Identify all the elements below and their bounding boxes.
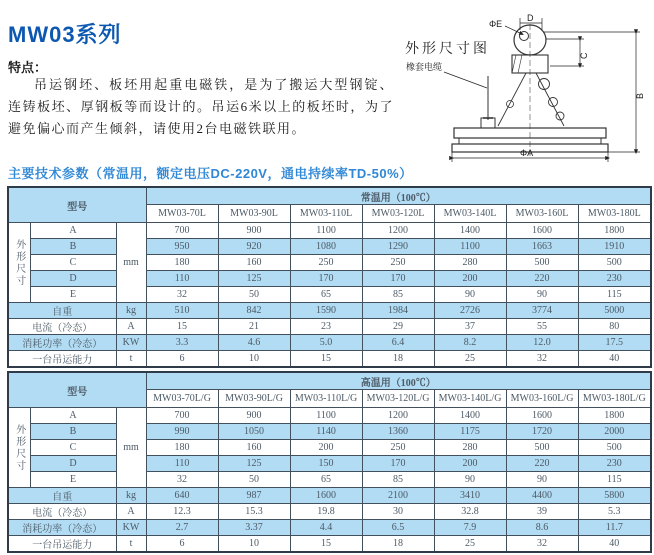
value-cell: 5.3 (578, 504, 651, 520)
model-name: MW03-110L (290, 205, 362, 223)
features-paragraph: 吊运钢坯、板坯用起重电磁铁，是为了搬运大型钢锭、连铸板坯、厚钢板等而设计的。吊运6米以上的板坯时，为了避免偏心而产生倾斜，请使用2台电磁铁联用。 (8, 77, 394, 136)
model-name: MW03-120L (362, 205, 434, 223)
spec-unit: A (116, 504, 146, 520)
value-cell: 12.3 (146, 504, 218, 520)
value-cell: 1050 (218, 424, 290, 440)
dim-label-d: D (527, 13, 534, 23)
spec-unit: kg (116, 488, 146, 504)
value-cell: 110 (146, 271, 218, 287)
model-name: MW03-140L/G (434, 390, 506, 408)
value-cell: 200 (434, 456, 506, 472)
value-cell: 150 (290, 456, 362, 472)
value-cell: 1910 (578, 239, 651, 255)
value-cell: 6.5 (362, 520, 434, 536)
value-cell: 10 (218, 536, 290, 553)
value-cell: 6 (146, 536, 218, 553)
value-cell: 90 (506, 472, 578, 488)
value-cell: 230 (578, 271, 651, 287)
spec-table-high-temp (7, 371, 652, 553)
value-cell: 29 (362, 319, 434, 335)
dim-group-label: 外形尺寸 (8, 223, 30, 303)
value-cell: 50 (218, 287, 290, 303)
value-cell: 900 (218, 408, 290, 424)
value-cell: 1400 (434, 223, 506, 239)
value-cell: 4.6 (218, 335, 290, 351)
value-cell: 110 (146, 456, 218, 472)
value-cell: 21 (218, 319, 290, 335)
value-cell: 4.4 (290, 520, 362, 536)
value-cell: 8.2 (434, 335, 506, 351)
value-cell: 920 (218, 239, 290, 255)
model-name: MW03-90L (218, 205, 290, 223)
dim-label-b: B (635, 92, 645, 99)
spec-row-label: 自重 (8, 488, 116, 504)
spec-unit: KW (116, 520, 146, 536)
value-cell: 1400 (434, 408, 506, 424)
dim-label-phi-e: ΦE (489, 19, 503, 29)
features-label: 特点： (8, 60, 48, 75)
value-cell: 900 (218, 223, 290, 239)
value-cell: 40 (578, 351, 651, 368)
value-cell: 3.3 (146, 335, 218, 351)
value-cell: 10 (218, 351, 290, 368)
value-cell: 3774 (506, 303, 578, 319)
model-column-header: 型号 (8, 187, 146, 223)
dim-row-label: A (30, 223, 116, 239)
value-cell: 25 (434, 536, 506, 553)
tech-params-heading: 主要技术参数（常温用，额定电压DC-220V，通电持续率TD-50%） (8, 166, 413, 181)
value-cell: 7.9 (434, 520, 506, 536)
value-cell: 15 (290, 351, 362, 368)
value-cell: 200 (290, 440, 362, 456)
outline-drawing-svg (392, 12, 654, 164)
spec-unit: KW (116, 335, 146, 351)
value-cell: 125 (218, 271, 290, 287)
value-cell: 1200 (362, 408, 434, 424)
dimension-diagram (392, 12, 654, 164)
dim-row-label: B (30, 424, 116, 440)
value-cell: 1663 (506, 239, 578, 255)
value-cell: 510 (146, 303, 218, 319)
value-cell: 4400 (506, 488, 578, 504)
value-cell: 2100 (362, 488, 434, 504)
chain-right (536, 73, 564, 126)
value-cell: 8.6 (506, 520, 578, 536)
value-cell: 1100 (290, 223, 362, 239)
value-cell: 65 (290, 287, 362, 303)
spec-unit: A (116, 319, 146, 335)
value-cell: 32 (506, 536, 578, 553)
value-cell: 220 (506, 456, 578, 472)
value-cell: 115 (578, 287, 651, 303)
model-name: MW03-180L/G (578, 390, 651, 408)
dim-row-label: B (30, 239, 116, 255)
value-cell: 23 (290, 319, 362, 335)
cable-label: 橡套电缆 (406, 62, 443, 72)
value-cell: 1290 (362, 239, 434, 255)
value-cell: 842 (218, 303, 290, 319)
value-cell: 170 (362, 271, 434, 287)
value-cell: 700 (146, 408, 218, 424)
value-cell: 1080 (290, 239, 362, 255)
value-cell: 1720 (506, 424, 578, 440)
value-cell: 12.0 (506, 335, 578, 351)
model-name: MW03-140L (434, 205, 506, 223)
value-cell: 160 (218, 440, 290, 456)
value-cell: 640 (146, 488, 218, 504)
value-cell: 1140 (290, 424, 362, 440)
value-cell: 19.8 (290, 504, 362, 520)
value-cell: 700 (146, 223, 218, 239)
value-cell: 15.3 (218, 504, 290, 520)
value-cell: 5.0 (290, 335, 362, 351)
value-cell: 30 (362, 504, 434, 520)
value-cell: 5000 (578, 303, 651, 319)
value-cell: 40 (578, 536, 651, 553)
value-cell: 170 (290, 271, 362, 287)
model-name: MW03-70L (146, 205, 218, 223)
dim-row-label: C (30, 255, 116, 271)
temperature-header: 高温用（100℃） (146, 372, 651, 390)
diagram-title: 外形尺寸图 (405, 40, 490, 56)
value-cell: 990 (146, 424, 218, 440)
model-name: MW03-160L/G (506, 390, 578, 408)
value-cell: 1100 (434, 239, 506, 255)
value-cell: 987 (218, 488, 290, 504)
value-cell: 2.7 (146, 520, 218, 536)
value-cell: 500 (506, 255, 578, 271)
spec-unit: t (116, 351, 146, 368)
value-cell: 32.8 (434, 504, 506, 520)
spec-row-label: 消耗功率（冷态） (8, 520, 116, 536)
spec-row-label: 电流（冷态） (8, 504, 116, 520)
dim-row-label: D (30, 271, 116, 287)
value-cell: 18 (362, 536, 434, 553)
spec-unit: kg (116, 303, 146, 319)
model-name: MW03-110L/G (290, 390, 362, 408)
value-cell: 1360 (362, 424, 434, 440)
dim-row-label: A (30, 408, 116, 424)
dim-unit: mm (116, 408, 146, 488)
shackle-hole (520, 32, 529, 41)
dim-row-label: E (30, 287, 116, 303)
value-cell: 90 (434, 472, 506, 488)
value-cell: 85 (362, 287, 434, 303)
model-name: MW03-90L/G (218, 390, 290, 408)
value-cell: 32 (146, 472, 218, 488)
spec-unit: t (116, 536, 146, 553)
value-cell: 1600 (290, 488, 362, 504)
value-cell: 125 (218, 456, 290, 472)
value-cell: 5800 (578, 488, 651, 504)
spec-row-label: 消耗功率（冷态） (8, 335, 116, 351)
value-cell: 39 (506, 504, 578, 520)
spec-table-normal-temp (7, 186, 652, 368)
value-cell: 180 (146, 440, 218, 456)
value-cell: 1600 (506, 408, 578, 424)
dim-row-label: C (30, 440, 116, 456)
value-cell: 1590 (290, 303, 362, 319)
value-cell: 200 (434, 271, 506, 287)
value-cell: 32 (146, 287, 218, 303)
temperature-header: 常温用（100℃） (146, 187, 651, 205)
value-cell: 85 (362, 472, 434, 488)
value-cell: 250 (362, 440, 434, 456)
value-cell: 280 (434, 255, 506, 271)
value-cell: 17.5 (578, 335, 651, 351)
value-cell: 160 (218, 255, 290, 271)
dim-label-phi-a: ΦA (520, 148, 534, 158)
value-cell: 1800 (578, 408, 651, 424)
value-cell: 1984 (362, 303, 434, 319)
model-column-header: 型号 (8, 372, 146, 408)
value-cell: 2726 (434, 303, 506, 319)
model-name: MW03-70L/G (146, 390, 218, 408)
value-cell: 6 (146, 351, 218, 368)
model-name: MW03-180L (578, 205, 651, 223)
value-cell: 90 (434, 287, 506, 303)
value-cell: 37 (434, 319, 506, 335)
value-cell: 15 (146, 319, 218, 335)
dim-group-label: 外形尺寸 (8, 408, 30, 488)
model-name: MW03-160L (506, 205, 578, 223)
value-cell: 55 (506, 319, 578, 335)
value-cell: 90 (506, 287, 578, 303)
spec-row-label: 电流（冷态） (8, 319, 116, 335)
model-name: MW03-120L/G (362, 390, 434, 408)
value-cell: 115 (578, 472, 651, 488)
value-cell: 950 (146, 239, 218, 255)
value-cell: 6.4 (362, 335, 434, 351)
value-cell: 80 (578, 319, 651, 335)
dim-row-label: D (30, 456, 116, 472)
value-cell: 250 (362, 255, 434, 271)
value-cell: 18 (362, 351, 434, 368)
value-cell: 1800 (578, 223, 651, 239)
value-cell: 15 (290, 536, 362, 553)
spec-row-label: 一台吊运能力 (8, 351, 116, 368)
value-cell: 50 (218, 472, 290, 488)
value-cell: 2000 (578, 424, 651, 440)
value-cell: 3.37 (218, 520, 290, 536)
value-cell: 500 (506, 440, 578, 456)
value-cell: 250 (290, 255, 362, 271)
value-cell: 25 (434, 351, 506, 368)
value-cell: 230 (578, 456, 651, 472)
value-cell: 32 (506, 351, 578, 368)
chain-left (498, 73, 526, 126)
value-cell: 1600 (506, 223, 578, 239)
dim-row-label: E (30, 472, 116, 488)
value-cell: 65 (290, 472, 362, 488)
value-cell: 1175 (434, 424, 506, 440)
value-cell: 170 (362, 456, 434, 472)
value-cell: 1200 (362, 223, 434, 239)
spec-row-label: 一台吊运能力 (8, 536, 116, 553)
value-cell: 180 (146, 255, 218, 271)
value-cell: 1100 (290, 408, 362, 424)
dim-label-c: C (579, 52, 589, 59)
value-cell: 220 (506, 271, 578, 287)
value-cell: 3410 (434, 488, 506, 504)
value-cell: 500 (578, 255, 651, 271)
value-cell: 11.7 (578, 520, 651, 536)
value-cell: 500 (578, 440, 651, 456)
value-cell: 280 (434, 440, 506, 456)
dim-unit: mm (116, 223, 146, 303)
page-title: MW03系列 (8, 22, 122, 47)
spec-row-label: 自重 (8, 303, 116, 319)
